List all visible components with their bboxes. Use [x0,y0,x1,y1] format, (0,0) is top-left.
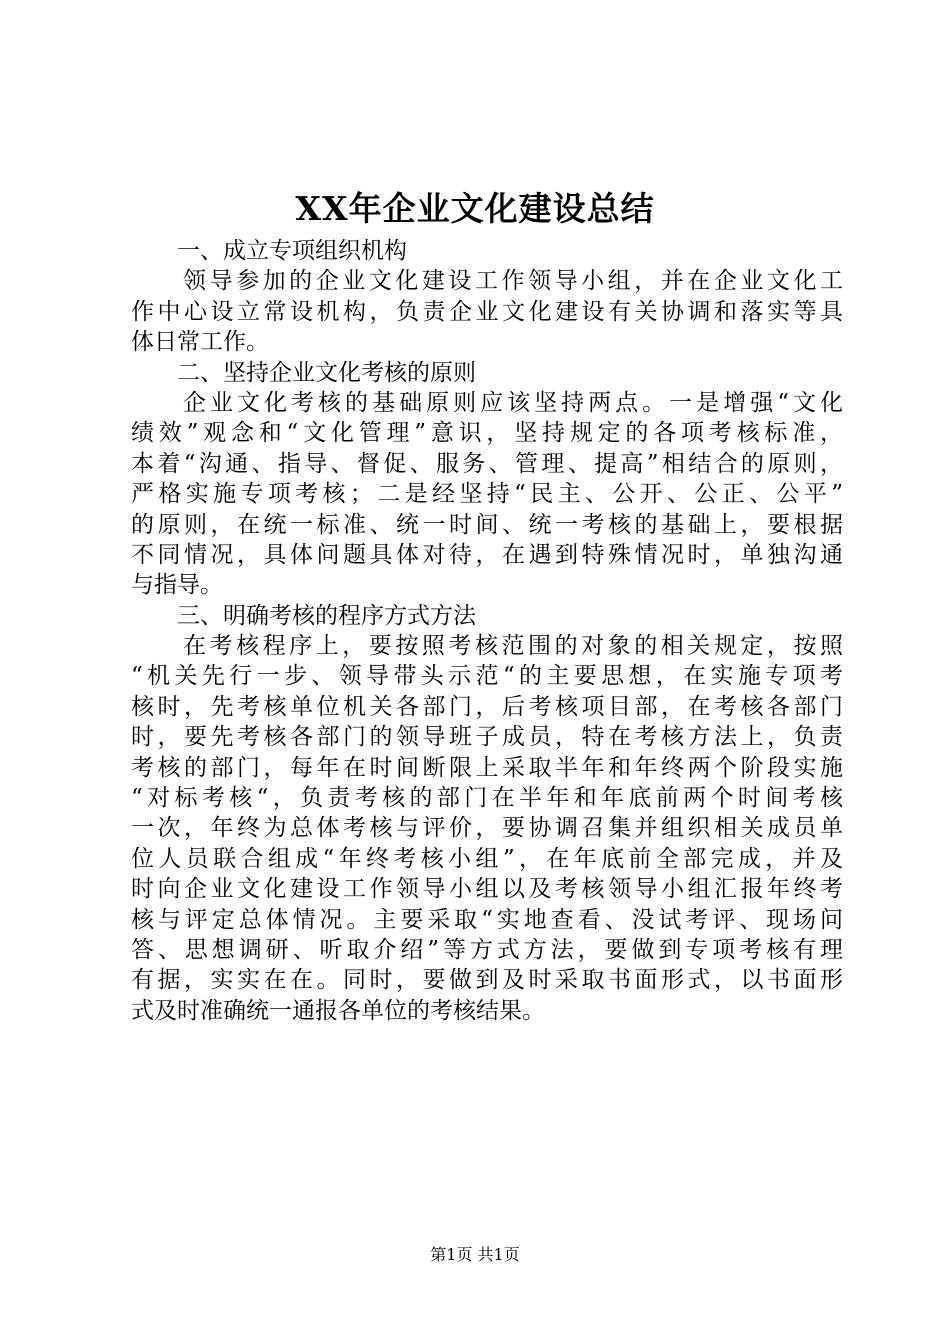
paragraph-line: 在考核程序上，要按照考核范围的对象的相关规定，按照 [183,633,843,660]
paragraph-line: 位人员联合组成“年终考核小组”，在年底前全部完成，并及 [131,845,843,872]
paragraph-line: 答、思想调研、听取介绍”等方式方法，要做到专项考核有理 [131,936,843,963]
paragraph-line: 领导参加的企业文化建设工作领导小组，并在企业文化工 [183,268,843,295]
page-footer: 第1页 共1页 [430,1245,520,1264]
paragraph-line: 严格实施专项考核；二是经坚持“民主、公开、公正、公平” [131,481,843,508]
paragraph-line: “机关先行一步、领导带头示范“的主要思想，在实施专项考 [131,663,843,690]
paragraph-line: 绩效”观念和“文化管理”意识，坚持规定的各项考核标准， [131,420,843,447]
paragraph-line: 时，要先考核各部门的领导班子成员，特在考核方法上，负责 [131,724,843,751]
paragraph-line: 有据，实实在在。同时，要做到及时采取书面形式，以书面形 [131,967,843,994]
paragraph-line: 考核的部门，每年在时间断限上采取半年和年终两个阶段实施 [131,754,843,781]
paragraph-line: 核时，先考核单位机关各部门，后考核项目部，在考核各部门 [131,693,843,720]
section-heading: 二、坚持企业文化考核的原则 [177,359,476,386]
paragraph-line: 核与评定总体情况。主要采取“实地查看、没试考评、现场问 [131,906,843,933]
paragraph-line: “对标考核“，负责考核的部门在半年和年底前两个时间考核 [131,785,843,812]
paragraph-line: 体日常工作。 [131,329,269,356]
paragraph-line: 作中心设立常设机构，负责企业文化建设有关协调和落实等具 [131,298,843,325]
paragraph-line: 企业文化考核的基础原则应该坚持两点。一是增强“文化 [183,389,843,416]
document-title: XX年企业文化建设总结 [295,189,655,228]
paragraph-line: 不同情况，具体问题具体对待，在遇到特殊情况时，单独沟通 [131,541,843,568]
paragraph-line: 一次，年终为总体考核与评价，要协调召集并组织相关成员单 [131,815,843,842]
paragraph-line: 式及时准确统一通报各单位的考核结果。 [131,997,545,1024]
section-heading: 三、明确考核的程序方式方法 [177,602,476,629]
paragraph-line: 时向企业文化建设工作领导小组以及考核领导小组汇报年终考 [131,876,843,903]
section-heading: 一、成立专项组织机构 [177,238,407,264]
paragraph-line: 与指导。 [131,572,223,599]
paragraph-line: 的原则，在统一标准、统一时间、统一考核的基础上，要根据 [131,511,843,538]
document-body [131,236,843,1026]
paragraph-line: 本着“沟通、指导、督促、服务、管理、提高”相结合的原则， [131,450,843,477]
